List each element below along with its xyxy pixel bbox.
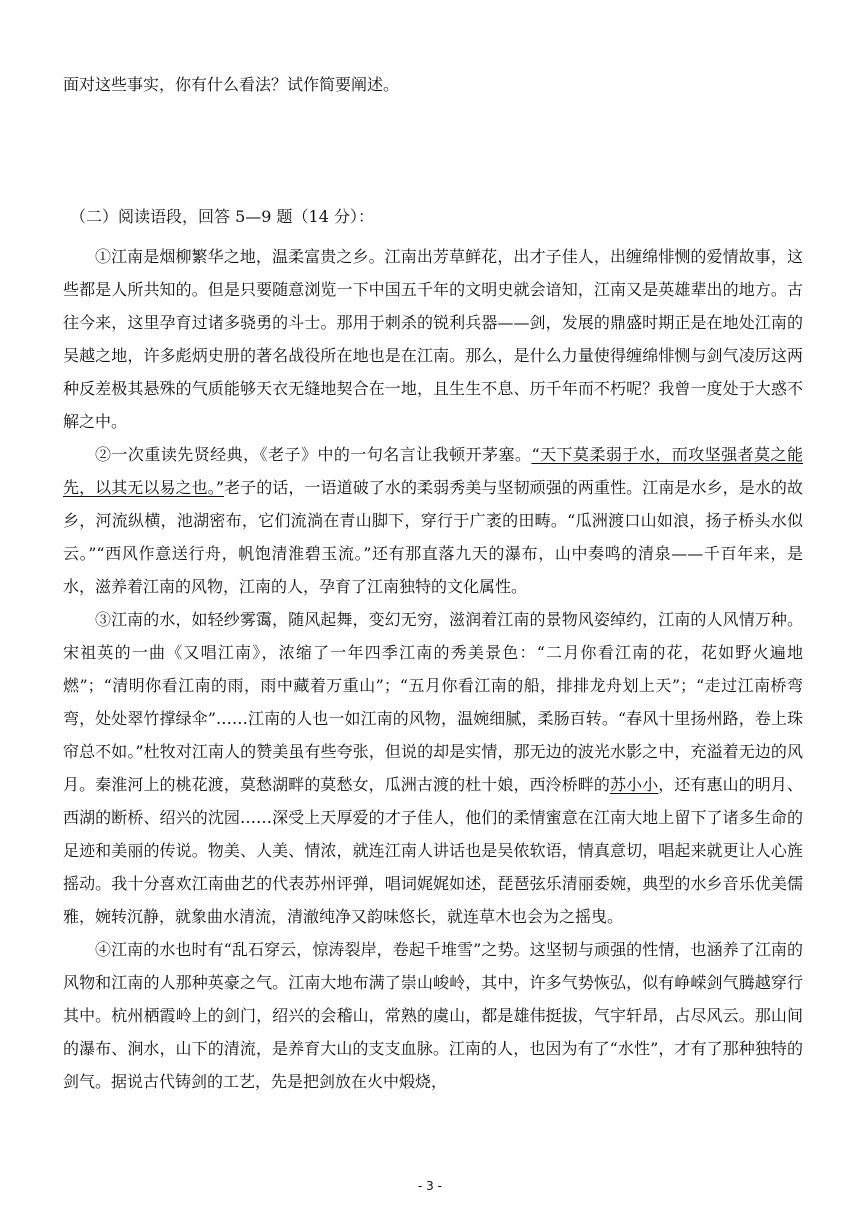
paragraph-1: ①江南是烟柳繁华之地，温柔富贵之乡。江南出芳草鲜花，出才子佳人，出缠绵悱恻的爱情故事，这些都是人所共知的。但是只要随意浏览一下中国五千年的文明史就会谙知，江南又是英雄辈出的地方。古往今来，这里孕育过诸多骁勇的斗士。那用于刺杀的锐利兵器——剑，发展的鼎盛时期正是在地处江南的吴越之地，许多彪炳史册的著名战役所在地也是在江南。那么，是什么力量使得缠绵悱恻与剑气凌厉这两种反差极其悬殊的气质能够天衣无缝地契合在一地，且生生不息、历千年而不朽呢？我曾一度处于大惑不解之中。 (63, 247, 803, 431)
paragraph-3-start: ③江南的水，如轻纱雾霭，随风起舞，变幻无穷，滋润着江南的景物风姿绰约，江南的人风情万种。宋祖英的一曲《又唱江南》，浓缩了一年四季江南的秀美景色：“二月你看江南的花，花如野火遍地燃”；“清明你看江南的雨，雨中藏着万重山”；“五月你看江南的船，排排龙舟划上天”；“走过江南桥弯弯，处处翠竹撑绿伞”……江南的人也一如江南的风物，温婉细腻，柔肠百转。“春风十里扬州路，卷上珠帘总不如。”杜牧对江南人的赞美虽有些夸张，但说的却是实情，那无边的波光水影之中，充溢着无边的风月。秦淮河上的桃花渡，莫愁湖畔的莫愁女，瓜洲古渡的杜十娘，西泠桥畔的 (63, 610, 803, 794)
paragraph-3-rest: ，还有惠山的明月、西湖的断桥、绍兴的沈园……深受上天厚爱的才子佳人，他们的柔情蜜意在江南大地上留下了诸多生命的足迹和美丽的传说。物美、人美、情浓，就连江南人讲话也是吴侬软语，情真意切，唱起来就更让人心旌摇动。我十分喜欢江南曲艺的代表苏州评弹，唱词娓娓如述，琵琶弦乐清丽委婉，典型的水乡音乐优美儒雅，婉转沉静，就象曲水清流，清澈纯净又韵味悠长，就连草木也会为之摇曳。 (63, 775, 803, 926)
reading-passage (63, 240, 803, 1098)
underlined-quote: “天下莫柔弱于水，而攻坚强者莫之能先，以其无以易之也。” (63, 445, 803, 497)
paragraph-3 (63, 603, 803, 933)
page-number: - 3 - (418, 1179, 442, 1193)
paragraph-2 (63, 438, 803, 603)
section-heading: （二）阅读语段，回答 5—9 题（14 分）： (70, 207, 374, 226)
paragraph-2-rest: 老子的话，一语道破了水的柔弱秀美与坚韧顽强的两重性。江南是水乡，是水的故乡，河流纵横，池湖密布，它们流淌在青山脚下，穿行于广袤的田畴。“瓜洲渡口山如浪，扬子桥头水似云。”“西风作意送行舟，帆饱清淮碧玉流。”还有那直落九天的瀑布，山中奏鸣的清泉——千百年来，是水，滋养着江南的风物，江南的人，孕育了江南独特的文化属性。 (63, 478, 803, 596)
underlined-name: 苏小小 (610, 775, 659, 794)
paragraph-4: ④江南的水也时有“乱石穿云，惊涛裂岸，卷起千堆雪”之势。这坚韧与顽强的性情，也涵养了江南的风物和江南的人那种英豪之气。江南大地布满了崇山峻岭，其中，许多气势恢弘，似有峥嵘剑气腾越穿行其中。杭州栖霞岭上的剑门，绍兴的会稽山，常熟的虞山，都是雄伟挺拔，气宇轩昂，占尽风云。那山间的瀑布、涧水，山下的清流，是养育大山的支支血脉。江南的人，也因为有了“水性”，才有了那种独特的剑气。据说古代铸剑的工艺，先是把剑放在火中煅烧， (63, 940, 803, 1091)
paragraph-2-start: ②一次重读先贤经典，《老子》中的一句名言让我顿开茅塞。 (95, 445, 532, 464)
question-prompt: 面对这些事实，你有什么看法？试作简要阐述。 (63, 75, 400, 94)
